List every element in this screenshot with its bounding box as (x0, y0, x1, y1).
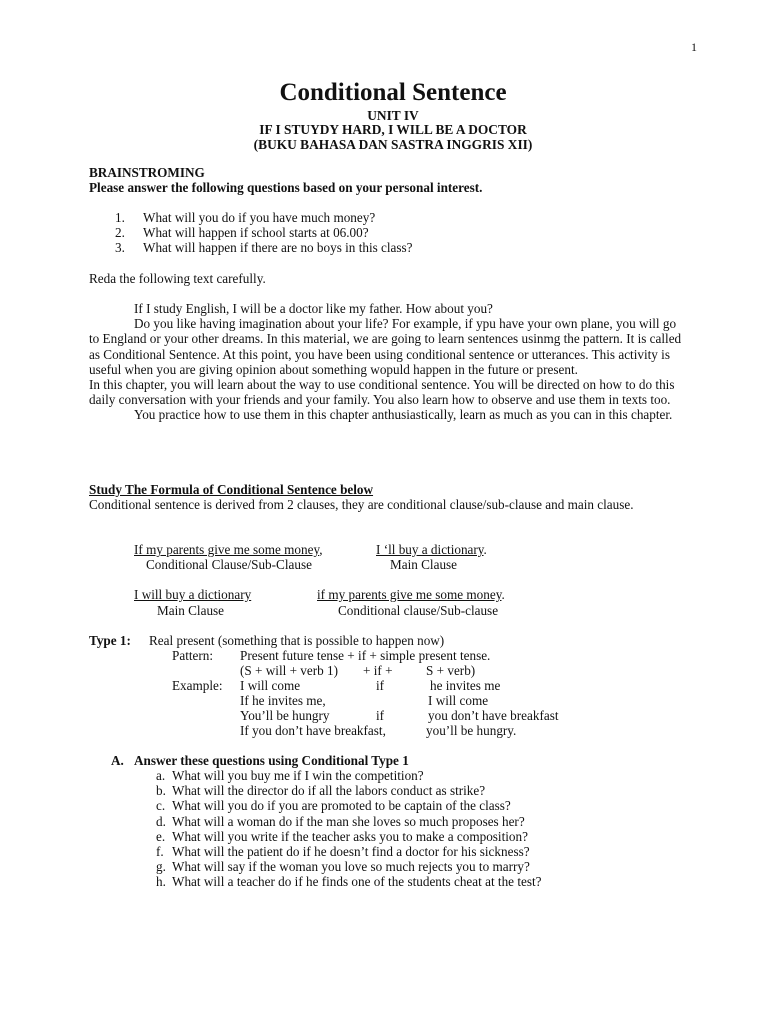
example-part: you’ll be hungry. (426, 723, 517, 738)
example-label: Example: (172, 678, 223, 693)
example-part: I will come (428, 693, 489, 708)
formula-intro: Conditional sentence is derived from 2 clauses, they are conditional clause/sub-clause and main clause. (89, 497, 634, 512)
list-letter: g. (156, 859, 166, 875)
question-text: What will you buy me if I win the competition? (172, 768, 424, 783)
list-item (156, 874, 541, 889)
list-number: 2. (115, 225, 125, 241)
list-item (156, 844, 541, 859)
question-text: What will a teacher do if he finds one of the students cheat at the test? (172, 874, 542, 890)
list-item (156, 798, 541, 813)
list-letter: f. (156, 843, 164, 859)
list-item (156, 814, 541, 829)
list-letter: d. (156, 813, 166, 829)
example-part: if (376, 708, 385, 723)
list-item (156, 783, 541, 798)
paragraph: Do you like having imagination about your life? For example, if ypu have your own plane, you will go to England or your other dreams. In this material, we are going to learn sentences usinmg the pattern. It is called as Conditional Sentence. At this point, you have been using conditional sentence or utterances. This activity is useful when you are giving opinion about something wopuld happen in the future or present. (89, 316, 682, 377)
example-part: he invites me (430, 678, 501, 693)
example-part: you don’t have breakfast (428, 708, 559, 723)
type-1-description: Real present (something that is possible to happen now) (149, 633, 445, 648)
question-text: What will the director do if all the labors conduct as strike? (172, 783, 486, 799)
brainstorming-questions (89, 210, 413, 256)
list-item (89, 240, 413, 255)
example-1-main (376, 542, 487, 557)
conditional-clause-label: Conditional Clause/Sub-Clause (146, 557, 312, 572)
list-letter: e. (156, 828, 166, 844)
book-title: (BUKU BAHASA DAN SASTRA INGGRIS XII) (253, 137, 533, 152)
paragraph: In this chapter, you will learn about the way to use conditional sentence. You will be directed on how to do this daily conversation with your friends and your family. You also learn how to observe and use them in texts too. (89, 377, 675, 408)
list-item (89, 210, 413, 225)
list-item (156, 829, 541, 844)
read-instruction: Reda the following text carefully. (89, 271, 266, 286)
pattern-formula-part: + if + (363, 663, 393, 678)
paragraph: If I study English, I will be a doctor like my father. How about you? (134, 301, 493, 316)
unit-label: UNIT IV (367, 108, 419, 123)
example-1-line (134, 542, 322, 557)
list-letter: c. (156, 798, 166, 814)
example-part: if (376, 678, 385, 693)
list-item (156, 768, 541, 783)
punctuation: , (319, 542, 323, 557)
example-2-cond (317, 587, 505, 602)
example-part: If he invites me, (240, 693, 326, 708)
question-text: What will the patient do if he doesn’t find a doctor for his sickness? (172, 843, 530, 859)
exercise-list (156, 768, 541, 890)
pattern-text: Present future tense + if + simple present tense. (240, 648, 491, 663)
question-text: What will happen if school starts at 06.00? (143, 225, 369, 241)
punctuation: . (501, 587, 505, 602)
main-clause-label: Main Clause (390, 557, 458, 572)
pattern-label: Pattern: (172, 648, 214, 663)
exercise-heading: Answer these questions using Conditional Type 1 (134, 753, 409, 768)
punctuation: . (483, 542, 487, 557)
main-clause: I will buy a dictionary (134, 587, 252, 602)
unit-subtitle: IF I STUYDY HARD, I WILL BE A DOCTOR (259, 122, 527, 137)
conditional-clause-label: Conditional clause/Sub-clause (338, 603, 499, 618)
paragraph: You practice how to use them in this chapter anthusiastically, learn as much as you can in this chapter. (134, 407, 673, 423)
conditional-clause: If my parents give me some money (134, 542, 320, 557)
page-title: Conditional Sentence (279, 79, 507, 106)
question-text: What will you do if you have much money? (143, 210, 376, 225)
example-part: You’ll be hungry (240, 708, 330, 723)
question-text: What will happen if there are no boys in this class? (143, 240, 413, 256)
pattern-formula-part: S + verb) (426, 663, 476, 678)
exercise-marker: A. (111, 753, 124, 768)
question-text: What will you write if the teacher asks you to make a composition? (172, 828, 528, 844)
formula-heading: Study The Formula of Conditional Sentence below (89, 482, 374, 497)
question-text: What will say if the woman you love so much rejects you to marry? (172, 859, 530, 875)
question-text: What will a woman do if the man she loves so much proposes her? (172, 813, 525, 829)
type-1-label: Type 1: (89, 633, 131, 648)
example-part: I will come (240, 678, 301, 693)
list-letter: b. (156, 783, 166, 799)
list-item (156, 859, 541, 874)
pattern-formula-part: (S + will + verb 1) (240, 663, 339, 678)
reading-text (89, 301, 685, 423)
list-letter: a. (156, 768, 166, 783)
list-number: 3. (115, 240, 125, 256)
brainstorming-instruction: Please answer the following questions based on your personal interest. (89, 180, 483, 195)
brainstorming-heading: BRAINSTROMING (89, 165, 205, 180)
example-part: If you don’t have breakfast, (240, 723, 386, 738)
page-number: 1 (691, 40, 697, 54)
main-clause: I ‘ll buy a dictionary (376, 542, 484, 557)
main-clause-label: Main Clause (157, 603, 225, 618)
list-item (89, 225, 413, 240)
conditional-clause: if my parents give me some money (317, 587, 502, 602)
list-letter: h. (156, 874, 166, 890)
list-number: 1. (115, 210, 125, 225)
question-text: What will you do if you are promoted to be captain of the class? (172, 798, 511, 814)
